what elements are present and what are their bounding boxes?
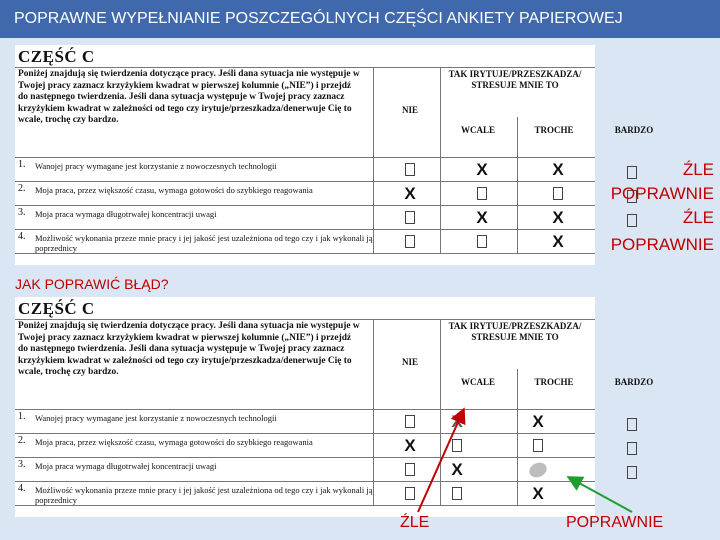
row-number: 1. <box>18 411 26 422</box>
verdict-label: POPRAWNIE <box>610 235 714 254</box>
column-wcale: WCALE <box>460 125 495 135</box>
section-title: CZĘŚĆ C <box>18 47 95 66</box>
x-mark-troche[interactable]: X <box>552 208 564 227</box>
row-number: 4. <box>18 231 26 242</box>
column-nie: NIE <box>401 357 418 367</box>
x-mark-troche[interactable]: X <box>552 232 564 251</box>
tak-header: TAK IRYTUJE/PRZESZKADZA/ STRESUJE MNIE TO <box>448 69 582 90</box>
x-mark-troche[interactable]: X <box>532 484 544 503</box>
verdict-label: ŹLE <box>682 208 714 227</box>
x-mark-troche[interactable]: X <box>552 160 564 179</box>
row-number: 4. <box>18 483 26 494</box>
verdict-label: ŹLE <box>682 160 714 179</box>
x-mark-troche[interactable]: X <box>532 412 544 431</box>
row-statement: Wanojej pracy wymagane jest korzystanie z nowoczesnych technologii <box>35 161 277 171</box>
verdict-label: POPRAWNIE <box>610 184 714 203</box>
row-number: 3. <box>18 459 26 470</box>
slide-title: POPRAWNE WYPEŁNIANIE POSZCZEGÓLNYCH CZĘŚCI ANKIETY PAPIEROWEJ <box>0 0 720 38</box>
row-number: 3. <box>18 207 26 218</box>
row-number: 2. <box>18 183 26 194</box>
row-statement: Moja praca, przez większość czasu, wymaga gotowości do szybkiego reagowania <box>35 185 313 195</box>
row-statement: Możliwość wykonania przeze mnie pracy i jej jakość jest uzależniona od tego czy i jak wykonali ją poprzednicy <box>35 485 373 505</box>
row-statement: Moja praca wymaga długotrwałej koncentracji uwagi <box>35 461 217 471</box>
column-bardzo: BARDZO <box>614 125 654 135</box>
wrong-label: ŹLE <box>400 514 430 531</box>
x-mark-wcale[interactable]: X <box>476 160 488 179</box>
row-number: 2. <box>18 435 26 446</box>
column-bardzo: BARDZO <box>614 377 654 387</box>
x-mark-wcale-crossed[interactable]: X <box>451 412 463 431</box>
column-troche: TROCHE <box>534 125 574 135</box>
x-mark-nie[interactable]: X <box>404 436 416 455</box>
instructions-text: Poniżej znajdują się twierdzenia dotyczące pracy. Jeśli dana sytuacja nie występuje w Twojej pracy zaznacz krzyżykiem kwadrat w pierwszej kolumnie („NIE”) i przejdź do następnego twierdzenia. Jeśli dana sytuacja występuje w Twojej pracy zaznacz krzyżykiem kwadrat w zależności od tego czy irytuje/przeszkadza/denerwuje Cię to wcale, trochę czy bardzo. <box>18 69 360 126</box>
row-statement: Moja praca, przez większość czasu, wymaga gotowości do szybkiego reagowania <box>35 437 313 447</box>
correct-arrow <box>570 478 632 512</box>
column-nie: NIE <box>401 105 418 115</box>
x-mark-nie[interactable]: X <box>404 184 416 203</box>
x-mark-wcale[interactable]: X <box>451 460 463 479</box>
row-statement: Moja praca wymaga długotrwałej koncentracji uwagi <box>35 209 217 219</box>
row-number: 1. <box>18 159 26 170</box>
instructions-text: Poniżej znajdują się twierdzenia dotyczące pracy. Jeśli dana sytuacja nie występuje w Twojej pracy zaznacz krzyżykiem kwadrat w pierwszej kolumnie („NIE”) i przejdź do następnego twierdzenia. Jeśli dana sytuacja występuje w Twojej pracy zaznacz krzyżykiem kwadrat w zależności od tego czy irytuje/przeszkadza/denerwuje Cię to wcale, trochę czy bardzo. <box>18 321 360 378</box>
correct-label: POPRAWNIE <box>566 514 664 531</box>
section-title: CZĘŚĆ C <box>18 299 95 318</box>
x-mark-wcale[interactable]: X <box>476 208 488 227</box>
column-wcale: WCALE <box>460 377 495 387</box>
wrong-arrow <box>418 411 463 512</box>
tak-header: TAK IRYTUJE/PRZESZKADZA/ STRESUJE MNIE TO <box>448 321 582 342</box>
row-statement: Możliwość wykonania przeze mnie pracy i jej jakość jest uzależniona od tego czy i jak wykonali ją poprzednicy <box>35 233 373 253</box>
column-troche: TROCHE <box>534 377 574 387</box>
question-text: JAK POPRAWIĆ BŁĄD? <box>15 276 169 292</box>
row-statement: Wanojej pracy wymagane jest korzystanie z nowoczesnych technologii <box>35 413 277 423</box>
